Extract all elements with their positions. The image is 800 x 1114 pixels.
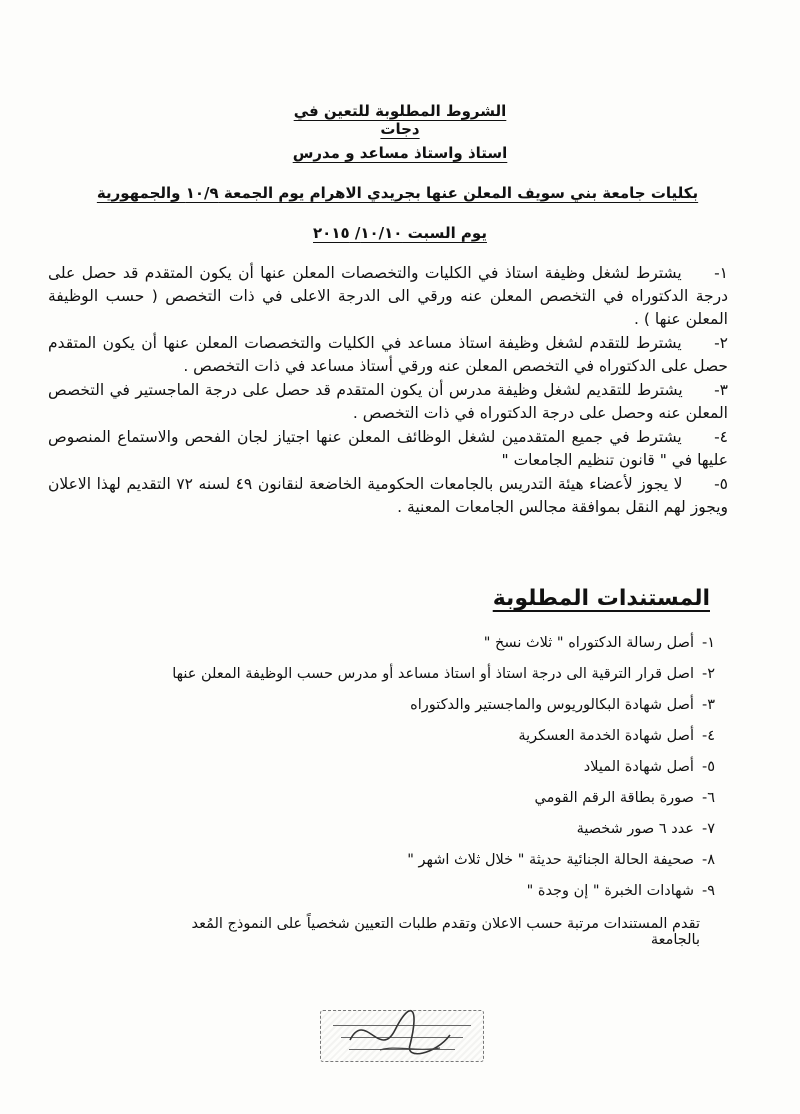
condition-number: ٢-	[714, 334, 728, 352]
document-text: صحيفة الحالة الجنائية حديثة " خلال ثلاث اشهر "	[407, 852, 694, 868]
document-item	[60, 721, 715, 752]
condition-item	[48, 426, 728, 472]
document-item	[60, 876, 715, 907]
condition-text: يشترط للتقديم لشغل وظيفة مدرس أن يكون المتقدم قد حصل على درجة الماجستير في التخصص المعلن عنه وحصل على درجة الدكتوراه في ذات التخصص .	[48, 381, 728, 422]
document-number: ٧-	[701, 821, 715, 837]
document-item	[60, 752, 715, 783]
document-number: ٢-	[701, 666, 715, 682]
condition-number: ٥-	[714, 475, 728, 493]
document-item	[60, 690, 715, 721]
condition-text: يشترط للتقدم لشغل وظيفة استاذ مساعد في الكليات والتخصصات المعلن عنها أن يكون المتقدم حصل على الدكتوراه في التخصص المعلن عنه ورقي أستاذ مساعد في ذات التخصص .	[48, 334, 728, 375]
condition-item	[48, 379, 728, 425]
condition-item	[48, 332, 728, 378]
documents-heading: المستندات المطلوبة	[492, 586, 710, 611]
condition-item	[48, 262, 728, 331]
document-text: شهادات الخبرة " إن وجدة "	[526, 883, 694, 899]
condition-text: يشترط لشغل وظيفة استاذ في الكليات والتخصصات المعلن عنها أن يكون المتقدم قد حصل على درجة الدكتوراه في التخصص المعلن عنه ورقي الى الدرجة الاعلى في ذات التخصص ( حسب الوظيفة المعلن عنها ) .	[48, 264, 728, 328]
documents-list	[60, 628, 715, 907]
document-item	[60, 814, 715, 845]
document-number: ٥-	[701, 759, 715, 775]
conditions-list	[48, 262, 728, 520]
document-item	[60, 783, 715, 814]
document-text: عدد ٦ صور شخصية	[576, 821, 694, 837]
document-number: ٦-	[701, 790, 715, 806]
condition-number: ٣-	[714, 381, 728, 399]
title-date: يوم السبت ١٠/١٠/ ٢٠١٥	[313, 224, 487, 242]
document-item	[60, 659, 715, 690]
document-number: ٩-	[701, 883, 715, 899]
signature-mark	[340, 1000, 460, 1070]
document-text: أصل شهادة الميلاد	[583, 759, 694, 775]
condition-number: ٤-	[714, 428, 728, 446]
condition-item	[48, 473, 728, 519]
title-announcement: بكليات جامعة بني سويف المعلن عنها بجريدي الاهرام يوم الجمعة ١٠/٩ والجمهورية	[96, 184, 699, 202]
document-number: ٨-	[701, 852, 715, 868]
document-text: أصل شهادة الخدمة العسكرية	[518, 728, 694, 744]
document-number: ٣-	[701, 697, 715, 713]
document-item	[60, 628, 715, 659]
document-text: أصل رسالة الدكتوراه " ثلاث نسخ "	[483, 635, 694, 651]
document-text: أصل شهادة البكالوريوس والماجستير والدكتوراه	[410, 697, 694, 713]
title-conditions: الشروط المطلوبة للتعين في دجات	[293, 102, 507, 138]
title-ranks: استاذ واستاذ مساعد و مدرس	[292, 144, 508, 162]
condition-text: لا يجوز لأعضاء هيئة التدريس بالجامعات الحكومية الخاضعة لنقانون ٤٩ لسنه ٧٢ التقديم لهذا الاعلان ويجوز لهم النقل بموافقة مجالس الجامعات المعنية .	[48, 475, 728, 516]
condition-number: ١-	[714, 264, 728, 282]
document-number: ٤-	[701, 728, 715, 744]
closing-note: تقدم المستندات مرتبة حسب الاعلان وتقدم طلبات التعيين شخصياً على النموذج المُعد بالجامعة	[191, 916, 700, 948]
document-text: اصل قرار الترقية الى درجة استاذ أو استاذ مساعد أو مدرس حسب الوظيفة المعلن عنها	[172, 666, 694, 682]
document-number: ١-	[701, 635, 715, 651]
condition-text: يشترط في جميع المتقدمين لشغل الوظائف المعلن عنها اجتياز لجان الفحص والاستماع المنصوص عليها في " قانون تنظيم الجامعات "	[48, 428, 728, 469]
document-item	[60, 845, 715, 876]
document-text: صورة بطاقة الرقم القومي	[534, 790, 694, 806]
